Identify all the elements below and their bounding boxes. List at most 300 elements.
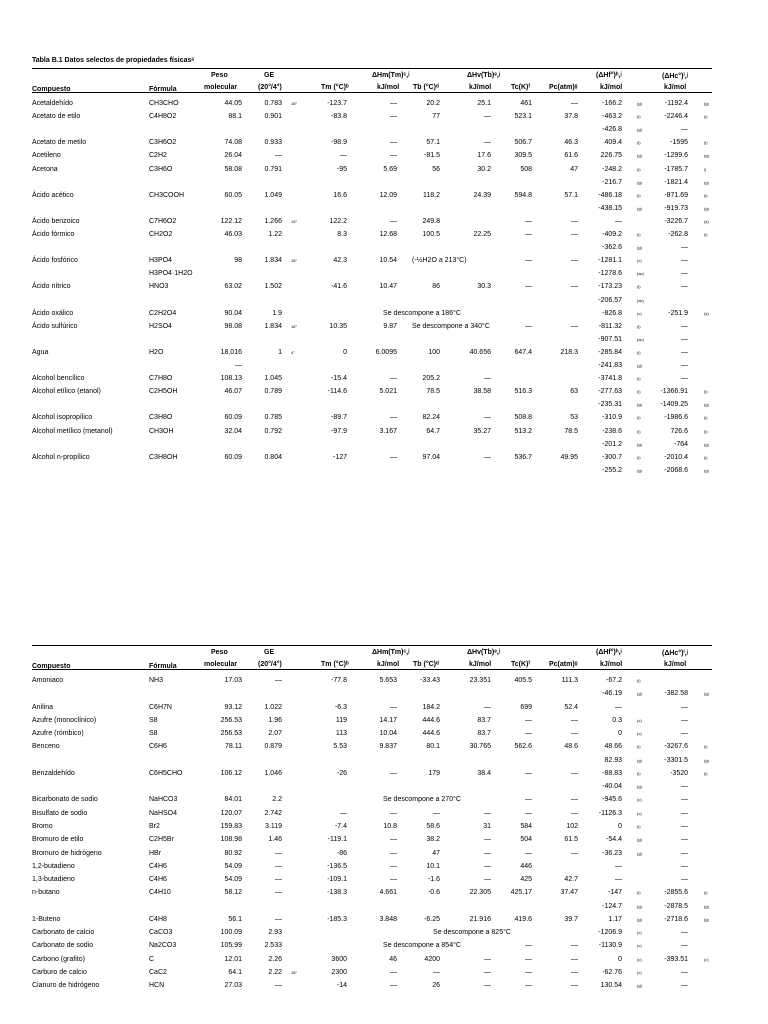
cell-tb: 64.7 (426, 427, 440, 435)
cell-f: C3H6O2 (149, 139, 177, 147)
cell-hf: -40.04 (602, 783, 622, 791)
cell-hf: -362.6 (602, 244, 622, 252)
table-row (32, 320, 734, 333)
cell-tm: -138.3 (327, 889, 347, 897)
cell-tc: 419.6 (514, 915, 532, 923)
cell-f: C4H6 (149, 876, 167, 884)
cell-hcs: (l) (704, 454, 708, 460)
cell-f: C4H8O2 (149, 113, 177, 121)
cell-mw: 56.1 (228, 915, 242, 923)
cell-hc: -871.69 (664, 191, 688, 199)
cell-mw: 60.09 (224, 453, 242, 461)
table-row (32, 701, 734, 714)
table-row (32, 740, 734, 753)
cell-mw: 54.09 (224, 862, 242, 870)
cell-mw: 18.016 (220, 348, 242, 356)
cell-n: Cianuro de hidrógeno (32, 982, 100, 990)
table-row (32, 451, 734, 464)
table-row (32, 149, 734, 162)
cell-f: H3PO4·1H2O (149, 270, 193, 278)
cell-pc: — (571, 809, 578, 817)
table-row (32, 820, 734, 833)
cell-tb: -6.25 (424, 915, 440, 923)
cell-tc: 584 (520, 822, 532, 830)
header-hcb1: (ΔHc°)ⁱ,ʲ (662, 650, 688, 657)
header-hf1: (ΔHf°)ʰ,ʲ (596, 72, 622, 79)
cell-hf: 48.66 (604, 743, 622, 751)
cell-hm: 10.54 (379, 257, 397, 265)
cell-f: C6H7N (149, 703, 172, 711)
cell-mw: 78.11 (225, 743, 242, 751)
cell-hc: -251.9 (668, 309, 688, 317)
table-row (32, 372, 734, 385)
cell-ge: 1 (278, 348, 282, 356)
cell-hv: — (484, 113, 491, 121)
cell-tb: — (433, 809, 440, 817)
cell-hm: — (390, 139, 397, 147)
cell-hf: -811.32 (598, 322, 622, 330)
table-row (32, 793, 734, 806)
cell-tm: -89.7 (331, 414, 347, 422)
cell-mw: 46.03 (224, 231, 242, 238)
cell-hv: 38.58 (473, 388, 491, 396)
cell-note: Se descompone a 186°C (383, 309, 461, 317)
header-hf1: (ΔHf°)ʰ,ʲ (596, 649, 622, 656)
cell-hcs: (l) (704, 744, 708, 750)
cell-mw: 122.12 (220, 217, 242, 225)
header-ge2: (20°/4°) (258, 661, 282, 668)
cell-hf: — (615, 703, 622, 711)
cell-f: HBr (149, 849, 162, 857)
cell-ge: 1.22 (268, 231, 282, 238)
cell-hv: 30.2 (477, 165, 491, 173)
cell-n: Carbono (grafito) (32, 955, 85, 963)
table-row (32, 966, 734, 979)
cell-n: Carbonato de calcio (32, 929, 95, 937)
cell-tc: — (525, 968, 532, 976)
cell-hm: 5.69 (383, 165, 397, 173)
cell-hv: 25.1 (477, 100, 491, 107)
table-row (32, 267, 734, 280)
cell-hc: — (681, 270, 688, 278)
cell-ge: — (275, 876, 282, 884)
cell-hf: -486.18 (598, 191, 622, 199)
cell-hf: 0.3 (612, 716, 622, 724)
cell-ge: — (275, 889, 282, 897)
cell-f: C7H8O (149, 375, 173, 383)
cell-f: CH3CHO (149, 100, 179, 107)
header-ge1: GE (264, 72, 275, 79)
cell-hf: -438.15 (598, 204, 622, 212)
cell-ge: 2.2 (272, 796, 282, 804)
cell-tb: 82.24 (422, 414, 440, 422)
cell-ge: 0.804 (264, 453, 282, 461)
cell-tc: 647.4 (514, 348, 532, 356)
cell-tm: 0 (343, 348, 347, 356)
cell-hfs: (g) (637, 784, 642, 790)
cell-pc: 42.7 (564, 876, 578, 884)
cell-pc: 61.6 (564, 152, 578, 160)
cell-hc: 726.6 (670, 427, 688, 435)
cell-hf: -201.2 (602, 440, 622, 448)
cell-f: C2H2 (149, 152, 167, 160)
cell-hf: -1278.6 (598, 270, 622, 278)
cell-pc: 53 (570, 414, 578, 422)
cell-tb: 56 (432, 165, 440, 173)
cell-mw: 80.92 (224, 849, 242, 857)
cell-hcs: (g) (704, 402, 709, 408)
cell-mw: 46.07 (224, 388, 242, 396)
cell-ge: 2.533 (264, 942, 282, 950)
cell-pc: 218.3 (560, 348, 578, 356)
cell-pc: — (571, 716, 578, 724)
cell-pc: — (571, 217, 578, 225)
cell-hfs: (g) (637, 101, 642, 106)
cell-ge: — (275, 152, 282, 160)
cell-hfs: (l) (637, 415, 641, 421)
cell-ge: 1.834 (264, 257, 282, 265)
header-hv2: kJ/mol (469, 84, 492, 91)
cell-hv: 40.656 (469, 348, 491, 356)
cell-tc: — (525, 955, 532, 963)
cell-hm: 6.0095 (375, 348, 397, 356)
cell-f: S8 (149, 716, 158, 724)
cell-mw: 12.01 (224, 955, 242, 963)
cell-hf: -255.2 (602, 466, 622, 474)
cell-f: C3H8OH (149, 453, 178, 461)
cell-tm: -95 (336, 165, 347, 173)
cell-hcs: (g) (704, 757, 709, 763)
table-row (32, 333, 734, 346)
cell-ge: 1.834 (264, 322, 282, 330)
cell-hc: — (681, 796, 688, 804)
cell-n: Carburo de calcio (32, 968, 87, 976)
cell-f: NH3 (149, 677, 164, 684)
cell-f: H2SO4 (149, 322, 172, 330)
cell-hcs: (s) (704, 310, 709, 316)
cell-mw: 90.04 (224, 309, 242, 317)
cell-hfs: (g) (637, 983, 642, 989)
cell-mw: 17.03 (224, 677, 242, 684)
cell-pc: 48.6 (564, 743, 578, 751)
cell-hc: -262.8 (668, 231, 688, 238)
cell-f: C3H6O (149, 165, 173, 173)
cell-tm: 122.2 (329, 217, 347, 225)
cell-ge: 0.901 (264, 113, 282, 121)
cell-ge: 0.785 (264, 414, 282, 422)
cell-ge: 0.879 (264, 743, 282, 751)
table-row (32, 398, 734, 411)
cell-hc: -2718.6 (664, 915, 688, 923)
cell-ge: 2.22 (268, 968, 282, 976)
cell-hm: — (390, 375, 397, 383)
cell-ge: 1.045 (264, 375, 282, 383)
cell-tb: 205.2 (422, 375, 440, 383)
cell-hm: 10.47 (379, 283, 397, 291)
cell-hv: 24.39 (473, 191, 491, 199)
cell-tm: 42.3 (333, 257, 347, 265)
cell-pc: 39.7 (564, 915, 578, 923)
header-ge1: GE (264, 649, 275, 656)
cell-mw: 60.05 (224, 191, 242, 199)
cell-hf: -1206.9 (598, 929, 622, 937)
cell-hc: -3226.7 (664, 217, 688, 225)
table-row (32, 280, 734, 293)
cell-hf: -1130.9 (598, 942, 622, 950)
table-row (32, 780, 734, 793)
cell-hm: — (390, 982, 397, 990)
cell-ge: 1.049 (264, 191, 282, 199)
cell-hfs: (c) (637, 810, 642, 816)
cell-gn: 15° (291, 218, 298, 224)
cell-hcs: (g) (704, 441, 709, 447)
cell-hm: 4.661 (379, 889, 397, 897)
cell-tb: -0.6 (427, 889, 440, 897)
cell-hf: -409.2 (602, 231, 622, 238)
cell-mw: 106.12 (220, 769, 242, 777)
header-tc: Tc(K)ᶠ (511, 84, 531, 91)
table-row (32, 886, 734, 899)
cell-ge: — (275, 982, 282, 990)
cell-tm: 16.6 (333, 191, 347, 199)
cell-pc: — (571, 100, 578, 107)
header-hm2: kJ/mol (377, 84, 400, 91)
cell-pc: — (571, 257, 578, 265)
cell-hfs: (g) (637, 245, 642, 251)
cell-hv: 35.27 (473, 427, 491, 435)
cell-n: Alcohol bencílico (32, 375, 85, 383)
cell-pc: — (571, 322, 578, 330)
cell-tb: 47 (432, 849, 440, 857)
cell-hcs: l) (704, 166, 707, 172)
cell-hfs: (c) (637, 930, 642, 936)
header-hv2: kJ/mol (469, 661, 492, 668)
table-row (32, 307, 734, 320)
cell-pc: — (571, 955, 578, 963)
cell-hf: -285.84 (598, 348, 622, 356)
cell-tm: -6.3 (334, 703, 347, 711)
cell-hf: -36.23 (602, 849, 622, 857)
cell-n: Benceno (32, 743, 60, 751)
cell-hcs: (l) (704, 770, 708, 776)
cell-pc: 78.5 (564, 427, 578, 435)
cell-hm: 46 (389, 955, 397, 963)
cell-hc: — (681, 982, 688, 990)
cell-tm: -98.9 (331, 139, 347, 147)
cell-tc: — (525, 283, 532, 291)
cell-hv: — (484, 453, 491, 461)
header-tm: Tm (°C)ᵇ (321, 661, 349, 668)
header-mw2: molecular (204, 661, 238, 668)
cell-pc: — (571, 796, 578, 804)
cell-n: 1-Buteno (32, 915, 61, 923)
cell-tm: 5.53 (333, 743, 347, 751)
cell-tc: — (525, 849, 532, 857)
cell-n: Ácido nítrico (32, 283, 71, 291)
cell-f: C4H6 (149, 862, 167, 870)
cell-hfs: (g) (637, 903, 642, 909)
cell-f: HNO3 (149, 283, 169, 291)
cell-hfs: (g) (637, 127, 642, 133)
cell-hv: — (484, 955, 491, 963)
cell-hv: — (484, 862, 491, 870)
header-tb: Tb (°C)ᵈ (413, 661, 439, 668)
cell-hfs: (l) (637, 678, 641, 683)
cell-pc: — (571, 730, 578, 738)
cell-mw: 64.1 (228, 968, 242, 976)
cell-hv: — (484, 982, 491, 990)
cell-hc: -1821.4 (664, 178, 688, 186)
cell-hc: -1409.25 (660, 401, 688, 409)
cell-hfs: (ac) (637, 297, 644, 303)
cell-tm: 3600 (331, 955, 347, 963)
cell-hf: 226.75 (600, 152, 622, 160)
table-row (32, 411, 734, 424)
cell-hf: -277.63 (598, 388, 622, 396)
cell-hv: 31 (483, 822, 491, 830)
cell-tm: -185.3 (327, 915, 347, 923)
cell-note: Se descompone a 270°C (383, 796, 461, 804)
cell-tc: — (525, 730, 532, 738)
cell-hc: -1366.91 (660, 388, 688, 396)
cell-tm: -136.5 (327, 862, 347, 870)
cell-hf: 82.93 (604, 756, 622, 764)
cell-ge: 1.96 (268, 716, 282, 724)
cell-hf: -241.83 (598, 362, 622, 369)
cell-ge: 0.792 (264, 427, 282, 435)
cell-f: C6H5CHO (149, 769, 183, 777)
table-title: Tabla B.1 Datos selectos de propiedades físicasᵃ (32, 57, 195, 64)
cell-hfs: (g) (637, 467, 642, 473)
cell-hm: — (390, 414, 397, 422)
cell-hf: -147 (607, 889, 622, 897)
cell-ge: — (275, 915, 282, 923)
cell-hm: — (390, 152, 397, 160)
cell-hm: 12.09 (379, 191, 397, 199)
cell-hc: — (681, 703, 688, 711)
cell-tc: — (525, 322, 532, 330)
cell-tm: -83.8 (331, 113, 347, 121)
cell-hc: -2010.4 (664, 453, 688, 461)
cell-n: Ácido sulfúrico (32, 322, 78, 330)
cell-hc: -3267.6 (664, 743, 688, 751)
cell-mw: 159.83 (220, 822, 242, 830)
header-hm1: ΔHm(Tm)ᶜ,ʲ (372, 72, 410, 79)
cell-hm: — (390, 453, 397, 461)
cell-f: C2H5OH (149, 388, 178, 396)
cell-ge: 2.93 (268, 929, 282, 937)
cell-pc: 57.1 (564, 191, 578, 199)
cell-pc: 49.95 (560, 453, 578, 461)
cell-hfs: (l) (637, 284, 641, 290)
cell-hfs: (l) (637, 744, 641, 750)
cell-hfs: (l) (637, 349, 641, 355)
cell-hc: — (681, 968, 688, 976)
header-top-rule (32, 68, 712, 69)
table-row (32, 674, 734, 687)
cell-hcs: (l) (704, 415, 708, 421)
cell-tc: — (525, 257, 532, 265)
table-row (32, 807, 734, 820)
header-hf2: kJ/mol (600, 84, 623, 91)
cell-n: Ácido benzoico (32, 217, 80, 225)
cell-n: Acetaldehído (32, 100, 73, 107)
cell-hc: -1299.6 (664, 152, 688, 160)
cell-f: C4H8 (149, 915, 167, 923)
cell-hf: -907.51 (598, 335, 622, 343)
cell-hf: 130.54 (600, 982, 622, 990)
cell-f: CH2O2 (149, 231, 173, 238)
cell-n: Bisulfato de sodio (32, 809, 88, 817)
cell-hfs: (l) (637, 114, 641, 120)
cell-hc: — (681, 942, 688, 950)
cell-mw: 74.08 (224, 139, 242, 147)
cell-hfs: (l) (637, 890, 641, 896)
cell-hc: — (681, 783, 688, 791)
cell-hc: — (681, 348, 688, 356)
cell-mw: 44.05 (224, 100, 242, 107)
cell-hm: 9.87 (383, 322, 397, 330)
cell-f: C3H8O (149, 414, 173, 422)
cell-mw: 98 (234, 257, 242, 265)
cell-tm: 10.35 (329, 322, 347, 330)
cell-tb-note: (-½H2O a 213°C) (412, 257, 467, 265)
cell-tb: 38.2 (426, 836, 440, 844)
cell-tb: — (433, 968, 440, 976)
header-formula: Fórmula (149, 663, 177, 670)
cell-hfs: (g) (637, 363, 642, 368)
cell-gn: 18° (291, 969, 298, 975)
cell-n: Ácido fosfórico (32, 257, 78, 265)
header-bottom-rule (32, 669, 712, 670)
cell-hc: -1595 (670, 139, 688, 147)
table-row (32, 913, 734, 926)
cell-hc: — (681, 126, 688, 134)
cell-n: Carbonato de sodio (32, 942, 94, 950)
cell-pc: 37.8 (564, 113, 578, 121)
cell-hfs: (l) (637, 376, 641, 382)
cell-n: 1,3-butadieno (32, 876, 75, 884)
header-pc: Pc(atm)ᵍ (549, 84, 578, 91)
cell-hm: — (390, 703, 397, 711)
cell-hc: -919.73 (664, 204, 688, 212)
cell-tb: 57.1 (426, 139, 440, 147)
cell-pc: 52.4 (564, 703, 578, 711)
cell-tb: 86 (432, 283, 440, 291)
cell-hfs: (g) (637, 691, 642, 697)
header-hm2: kJ/mol (377, 661, 400, 668)
cell-hv: 38.4 (477, 769, 491, 777)
cell-hc: — (681, 849, 688, 857)
cell-tc: 405.5 (514, 677, 532, 684)
cell-hv: — (484, 968, 491, 976)
cell-f: H3PO4 (149, 257, 172, 265)
cell-ge: 0.783 (264, 100, 282, 107)
table-row (32, 860, 734, 873)
cell-hf: -124.7 (602, 902, 622, 910)
cell-n: Ácido fórmico (32, 231, 75, 238)
cell-n: Alcohol etílico (etanol) (32, 388, 101, 396)
cell-f: C7H6O2 (149, 217, 177, 225)
cell-ge: — (275, 862, 282, 870)
cell-tc: — (525, 231, 532, 238)
cell-n: n-butano (32, 889, 60, 897)
cell-tc: 508.8 (514, 414, 532, 422)
cell-hm: 10.8 (383, 822, 397, 830)
cell-mw: 26.04 (224, 152, 242, 160)
cell-n: Alcohol metílico (metanol) (32, 427, 113, 435)
cell-ge: 1.266 (264, 217, 282, 225)
